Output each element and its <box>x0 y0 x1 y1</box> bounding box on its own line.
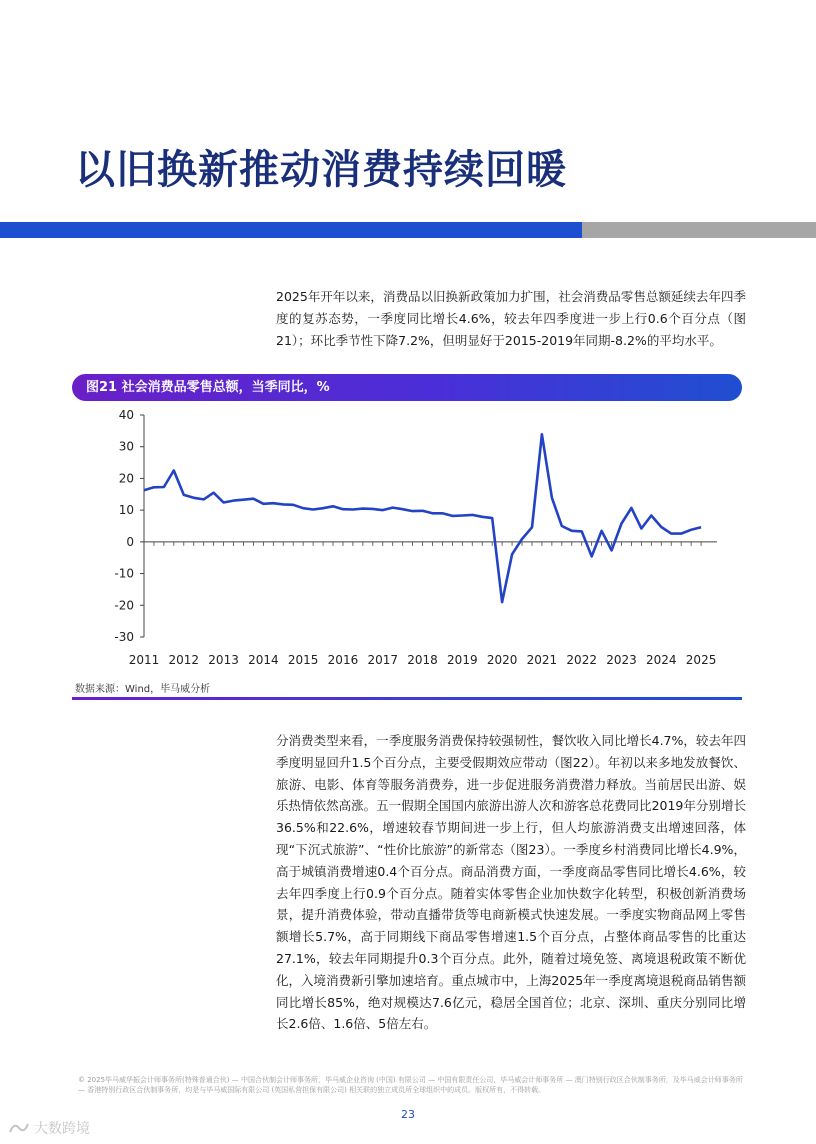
figure-bottom-rule <box>72 697 742 700</box>
y-tick-label: -10 <box>114 566 134 581</box>
page-number: 23 <box>401 1108 415 1121</box>
page-title: 以旧换新推动消费持续回暖 <box>75 147 567 193</box>
header-bar-grey <box>582 222 816 238</box>
watermark-text: 大数跨境 <box>34 1121 90 1137</box>
intro-paragraph: 2025年开年以来，消费品以旧换新政策加力扩围，社会消费品零售总额延续去年四季度的复苏态势，一季度同比增长4.6%，较去年四季度进一步上行0.6个百分点（图21）；环比季节性下降7.2%，但明显好于2015-2019年同期-8.2%的平均水平。 <box>276 289 746 348</box>
y-tick-label: 20 <box>118 471 134 486</box>
y-tick-label: -30 <box>114 630 134 644</box>
y-tick-label: -20 <box>114 598 134 613</box>
header-bar-blue <box>0 222 582 238</box>
y-tick-label: 0 <box>126 534 134 549</box>
x-tick-label: 2020 <box>486 653 518 667</box>
y-tick-label: 10 <box>118 503 134 518</box>
x-tick-label: 2021 <box>526 653 558 667</box>
watermark-logo-icon <box>8 1120 30 1136</box>
figure-caption: 图21 社会消费品零售总额，当季同比，% <box>72 374 742 401</box>
x-tick-label: 2023 <box>606 653 637 667</box>
figure-source: 数据来源：Wind，毕马威分析 <box>75 684 211 695</box>
x-tick-label: 2016 <box>327 653 359 667</box>
series-line <box>144 434 701 602</box>
x-tick-label: 2012 <box>168 653 200 667</box>
x-tick-label: 2019 <box>447 653 478 667</box>
x-tick-label: 2024 <box>646 653 677 667</box>
watermark <box>8 1118 90 1138</box>
y-tick-label: 30 <box>118 439 134 454</box>
line-chart <box>72 405 742 670</box>
x-tick-label: 2015 <box>287 653 319 667</box>
y-tick-label: 40 <box>118 408 134 422</box>
x-tick-label: 2014 <box>248 653 279 667</box>
x-tick-label: 2018 <box>407 653 438 667</box>
body-paragraph: 分消费类型来看，一季度服务消费保持较强韧性，餐饮收入同比增长4.7%，较去年四季度明显回升1.5个百分点，主要受假期效应带动（图22）。年初以来多地发放餐饮、旅游、电影、体育等服务消费券，进一步促进服务消费潜力释放。当前居民出游、娱乐热情依然高涨。五一假期全国国内旅游出游人次和游客总花费同比2019年分别增长36.5%和22.6%，增速较春节期间进一步上行，但人均旅游消费支出增速回落，体现“下沉式旅游”、“性价比旅游”的新常态（图23）。一季度乡村消费同比增长4.9%，高于城镇消费增速0.4个百分点。商品消费方面，一季度商品零售同比增长4.6%，较去年四季度上行0.9个百分点。随着实体零售企业加快数字化转型，积极创新消费场景，提升消费体验，带动直播带货等电商新模式快速发展。一季度实物商品网上零售额增长5.7%，高于同期线下商品零售增速1.5个百分点，占整体商品零售的比重达27.1%，较去年同期提升0.3个百分点。此外，随着过境免签、离境退税政策不断优化，入境消费新引擎加速培育。重点城市中，上海2025年一季度离境退税商品销售额同比增长85%，绝对规模达7.6亿元，稳居全国首位；北京、深圳、重庆分别同比增长2.6倍、1.6倍、5倍左右。 <box>276 733 746 1032</box>
x-tick-label: 2011 <box>128 653 160 667</box>
footer-legal: © 2025毕马威华振会计师事务所(特殊普通合伙) — 中国合伙制会计师事务所，毕马威企业咨询 (中国) 有限公司 — 中国有限责任公司，毕马威会计师事务所 — 澳门特别行政区合伙制事务所，及毕马威会计师事务所 — 香港特别行政区合伙制事务所，均是与毕马威国际有限公司 (英国私营担保有限公司) 相关联的独立成员所全球组织中的成员。版权所有，不得转载。 <box>78 1076 743 1094</box>
x-tick-label: 2013 <box>208 653 239 667</box>
x-tick-label: 2017 <box>367 653 399 667</box>
x-tick-label: 2025 <box>685 653 717 667</box>
x-tick-label: 2022 <box>566 653 597 667</box>
